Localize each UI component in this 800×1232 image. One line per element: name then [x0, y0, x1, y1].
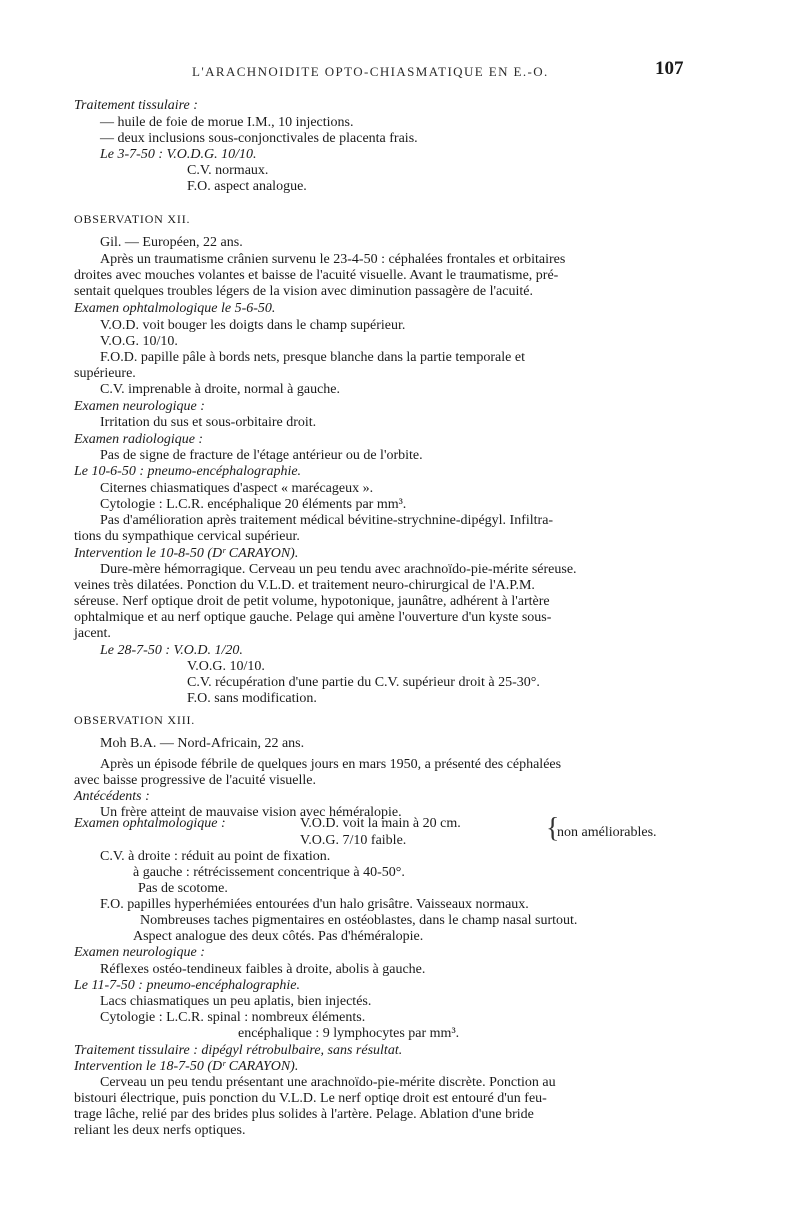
text-line: Pas de signe de fracture de l'étage antérieur ou de l'orbite. [100, 448, 423, 463]
text-line: Cytologie : L.C.R. spinal : nombreux éléments. [100, 1010, 366, 1025]
text-line: à gauche : rétrécissement concentrique à 40-50°. [133, 865, 405, 880]
text-line: Cerveau un peu tendu présentant une arachnoïdo-pie-mérite discrète. Ponction au [100, 1075, 556, 1090]
text-line: C.V. récupération d'une partie du C.V. supérieur droit à 25-30°. [187, 675, 540, 690]
text-line: C.V. normaux. [187, 163, 269, 178]
text-line: C.V. imprenable à droite, normal à gauche. [100, 382, 340, 397]
text-line: ophtalmique et au nerf optique gauche. Pelage qui amène l'ouverture d'un kyste sous- [74, 610, 552, 625]
text-line: C.V. à droite : réduit au point de fixation. [100, 849, 331, 864]
brace-glyph: { [546, 813, 560, 844]
section-heading: Examen ophtalmologique : [74, 816, 226, 831]
text-line: Réflexes ostéo-tendineux faibles à droite, abolis à gauche. [100, 962, 426, 977]
section-heading: Examen neurologique : [74, 399, 205, 414]
text-line: Irritation du sus et sous-orbitaire droit. [100, 415, 317, 430]
text-line: droites avec mouches volantes et baisse de l'acuité visuelle. Avant le traumatisme, pré- [74, 268, 559, 283]
text-line: Après un épisode fébrile de quelques jours en mars 1950, a présenté des céphalées [100, 757, 562, 772]
page-number: 107 [655, 58, 684, 79]
section-heading: Intervention le 10-8-50 (Dʳ CARAYON). [74, 546, 299, 561]
text-line: Citernes chiasmatiques d'aspect « marécageux ». [100, 481, 374, 496]
patient-line: Gil. — Européen, 22 ans. [100, 235, 243, 250]
text-line: encéphalique : 9 lymphocytes par mm³. [238, 1026, 460, 1041]
text-line: V.O.G. 7/10 faible. [300, 833, 407, 848]
section-heading: Intervention le 18-7-50 (Dʳ CARAYON). [74, 1059, 299, 1074]
text-line: Le 3-7-50 : V.O.D.G. 10/10. [100, 147, 257, 162]
text-line: sentait quelques troubles légers de la vision avec diminution passagère de l'acuité. [74, 284, 533, 299]
patient-line: Moh B.A. — Nord-Africain, 22 ans. [100, 736, 305, 751]
section-heading: Antécédents : [74, 789, 150, 804]
text-line: Nombreuses taches pigmentaires en ostéoblastes, dans le champ nasal surtout. [140, 913, 578, 928]
text-line: Lacs chiasmatiques un peu aplatis, bien injectés. [100, 994, 372, 1009]
text-line: Pas de scotome. [138, 881, 228, 896]
text-line: — huile de foie de morue I.M., 10 injections. [100, 115, 354, 130]
text-line: Le 11-7-50 : pneumo-encéphalographie. [74, 978, 301, 993]
section-heading: Examen neurologique : [74, 945, 205, 960]
text-line: Après un traumatisme crânien survenu le 23-4-50 : céphalées frontales et orbitaires [100, 252, 566, 267]
text-line: Le 10-6-50 : pneumo-encéphalographie. [74, 464, 302, 479]
text-line: F.O. papilles hyperhémiées entourées d'un halo grisâtre. Vaisseaux normaux. [100, 897, 529, 912]
text-line: Pas d'amélioration après traitement médical bévitine-strychnine-dipégyl. Infiltra- [100, 513, 554, 528]
text-line: bistouri électrique, puis ponction du V.L.D. Le nerf optiqe droit est entouré d'un feu- [74, 1091, 547, 1106]
text-line: séreuse. Nerf optique droit de petit volume, hypotonique, jaunâtre, adhérent à l'artère [74, 594, 550, 609]
text-line: Cytologie : L.C.R. encéphalique 20 éléments par mm³. [100, 497, 407, 512]
text-line: F.O.D. papille pâle à bords nets, presque blanche dans la partie temporale et [100, 350, 525, 365]
text-line: V.O.G. 10/10. [100, 334, 178, 349]
section-heading: Traitement tissulaire : [74, 98, 198, 113]
text-line: avec baisse progressive de l'acuité visuelle. [74, 773, 316, 788]
text-line: Le 28-7-50 : V.O.D. 1/20. [100, 643, 243, 658]
text-line: V.O.D. voit bouger les doigts dans le champ supérieur. [100, 318, 406, 333]
section-heading: Examen radiologique : [74, 432, 204, 447]
text-line: V.O.G. 10/10. [187, 659, 265, 674]
text-line: F.O. aspect analogue. [187, 179, 307, 194]
text-line: Dure-mère hémorragique. Cerveau un peu tendu avec arachnoïdo-pie-mérite séreuse. [100, 562, 577, 577]
text-line: non améliorables. [557, 825, 657, 840]
text-line: V.O.D. voit la main à 20 cm. [300, 816, 461, 831]
text-line: veines très dilatées. Ponction du V.L.D. et traitement neuro-chirurgical de l'A.P.M. [74, 578, 535, 593]
text-line: supérieure. [74, 366, 136, 381]
observation-heading: OBSERVATION XIII. [74, 713, 196, 727]
text-line: — deux inclusions sous-conjonctivales de placenta frais. [100, 131, 418, 146]
section-heading: Examen ophtalmologique le 5-6-50. [74, 301, 276, 316]
text-line: F.O. sans modification. [187, 691, 317, 706]
text-line: Un frère atteint de mauvaise vision avec héméralopie. [100, 805, 402, 820]
text-line: Aspect analogue des deux côtés. Pas d'héméralopie. [133, 929, 424, 944]
observation-heading: OBSERVATION XII. [74, 212, 191, 226]
text-line: reliant les deux nerfs optiques. [74, 1123, 246, 1138]
text-line: trage lâche, relié par des brides plus solides à l'artère. Pelage. Ablation d'une bride [74, 1107, 534, 1122]
text-line: jacent. [74, 626, 111, 641]
section-heading: Traitement tissulaire : dipégyl rétrobulbaire, sans résultat. [74, 1043, 403, 1058]
text-line: tions du sympathique cervical supérieur. [74, 529, 300, 544]
running-title: L'ARACHNOIDITE OPTO-CHIASMATIQUE EN E.-O. [192, 64, 549, 79]
